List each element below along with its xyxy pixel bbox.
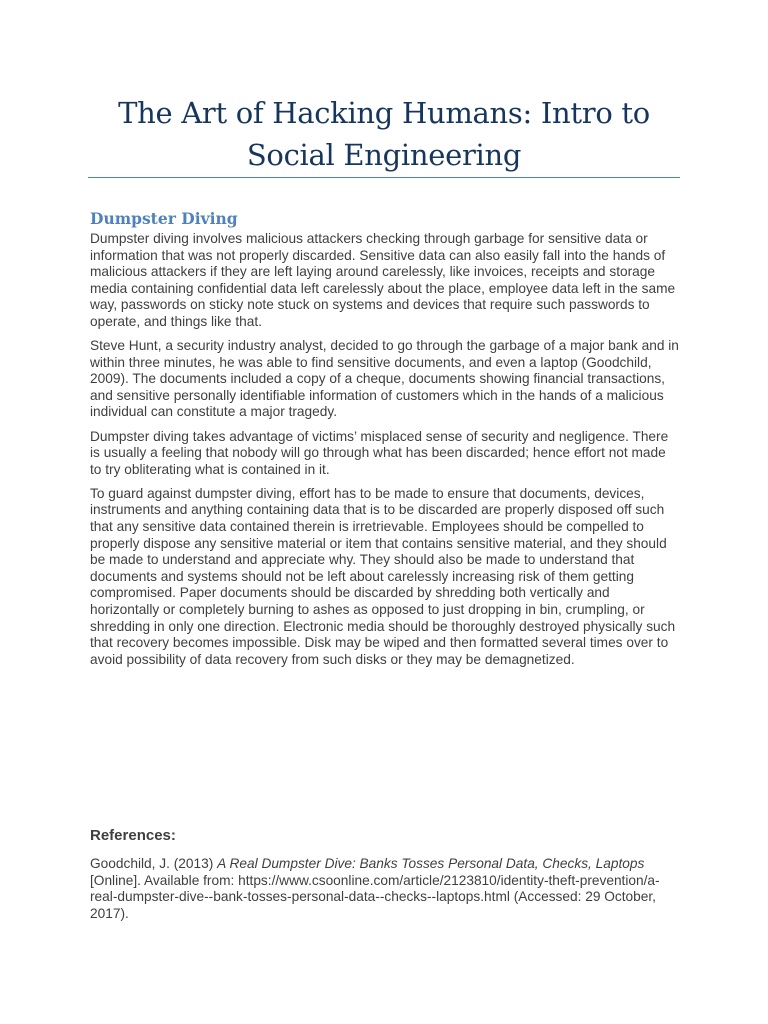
- section-heading: Dumpster Diving: [90, 209, 238, 228]
- reference-author-year: Goodchild, J. (2013): [90, 856, 218, 871]
- body-paragraph: Dumpster diving takes advantage of victims’ misplaced sense of security and negligence. There is usually a feeling that nobody will go through what has been discarded; hence effort not made to try obliterating what is contained in it.: [90, 428, 669, 477]
- body-paragraph: To guard against dumpster diving, effort has to be made to ensure that documents, devices, instruments and anything containing data that is to be discarded are properly disposed off such that any sensitive data contained therein is irretrievable. Employees should be compelled to properly dispose any sensitive material or item that contains sensitive material, and they should be made to understand and appreciate why. They should also be made to understand that documents and systems should not be left about carelessly increasing risk of them getting compromised. Paper documents should be discarded by shredding both vertically and horizontally or completely burning to ashes as opposed to just dropping in bin, crumpling, or shredding in only one direction. Electronic media should be thoroughly destroyed physically such that recovery becomes impossible. Disk may be wiped and then formatted several times over to avoid possibility of data recovery from such disks or they may be demagnetized.: [90, 485, 676, 667]
- section-dumpster-diving: [90, 208, 680, 676]
- reference-title: A Real Dumpster Dive: Banks Tosses Personal Data, Checks, Laptops: [217, 856, 645, 871]
- title-divider: [88, 177, 680, 178]
- body-paragraph: Dumpster diving involves malicious attackers checking through garbage for sensitive data or information that was not properly discarded. Sensitive data can also easily fall into the hands of malicious attackers if they are left laying around carelessly, like invoices, receipts and storage media containing confidential data left carelessly about the place, employee data left in the same way, passwords on sticky note stuck on systems and devices that require such passwords to operate, and things like that.: [90, 231, 676, 329]
- reference-entry: [90, 856, 680, 922]
- reference-details: [Online]. Available from: https://www.csoonline.com/article/2123810/identity-theft-prevention/a-real-dumpster-dive--bank-tosses-personal-data--checks--laptops.html (Accessed: 29 October, 2017).: [90, 872, 660, 921]
- references-heading: References:: [90, 827, 176, 844]
- document-title: The Art of Hacking Humans: Intro to Social Engineering: [118, 96, 650, 172]
- body-paragraph: Steve Hunt, a security industry analyst, decided to go through the garbage of a major bank and in within three minutes, he was able to find sensitive documents, and even a laptop (Goodchild, 2009). The documents included a copy of a cheque, documents showing financial transactions, and sensitive personally identifiable information of customers which in the hands of a malicious individual can constitute a major tragedy.: [90, 338, 679, 420]
